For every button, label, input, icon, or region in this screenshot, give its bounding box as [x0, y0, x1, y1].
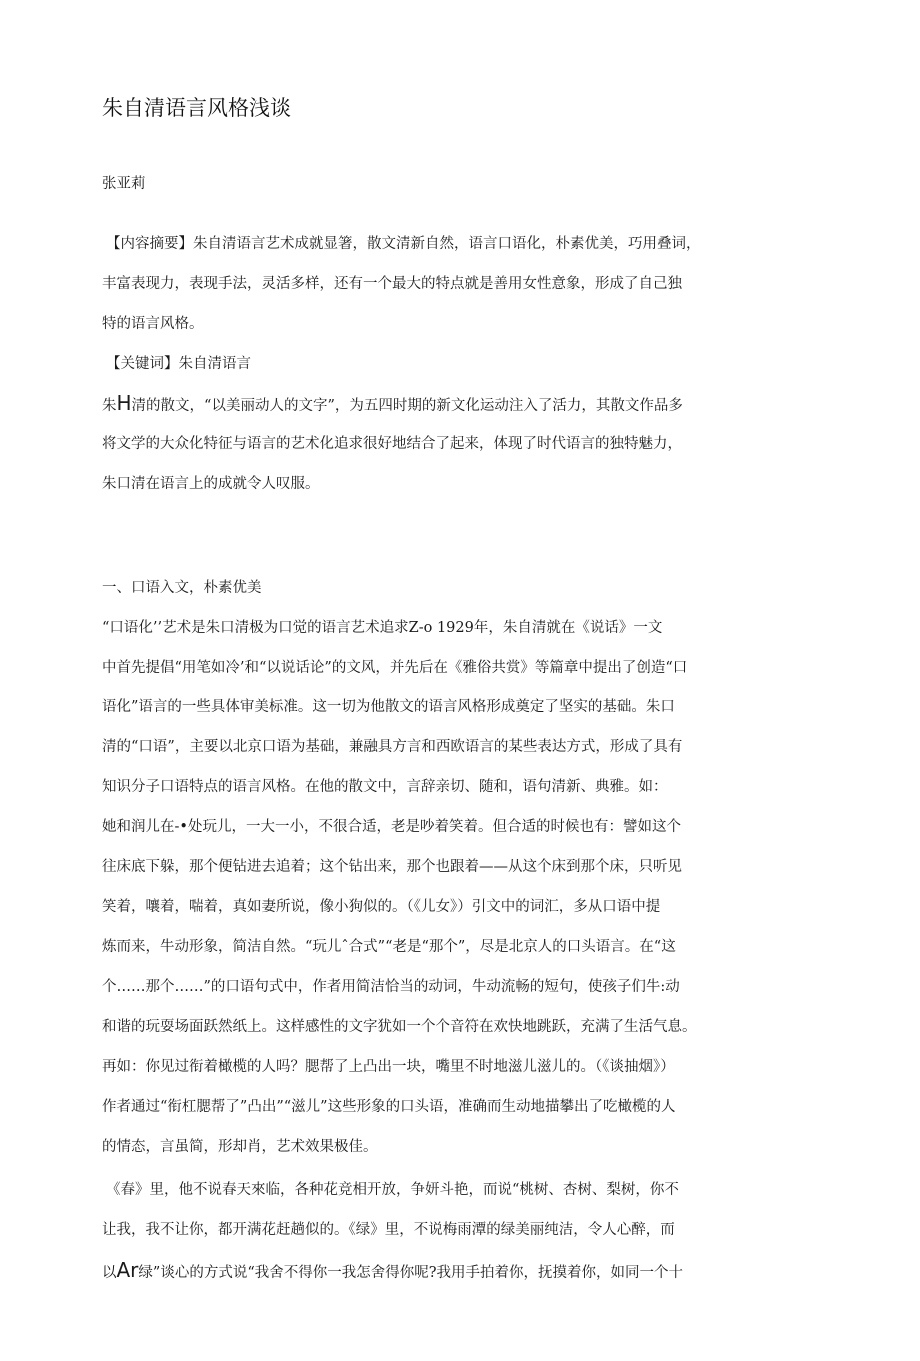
body-line: 清的“口语”，主要以北京口语为基础，兼融具方言和西欧语言的某些表达方式，形成了具有: [102, 739, 683, 755]
body-line: 让我，我不让你，都开满花赶趟似的。《绿》里，不说梅雨潭的绿美丽纯洁，令人心醉，而: [102, 1222, 675, 1238]
section-heading: 一、口语入文，朴素优美: [102, 580, 262, 596]
body-line: 的情态，言虽简，形却肖，艺术效果极佳。: [102, 1139, 378, 1155]
body-artifact-glyph: Ar: [116, 1258, 139, 1282]
intro-artifact-glyph: H: [116, 391, 132, 415]
intro-line: 将文学的大众化特征与语言的艺术化追求很好地结合了起来，体现了时代语言的独特魅力，: [102, 436, 682, 452]
body-line: 知识分子口语特点的语言风格。在他的散文中，言辞亲切、随和，语句清新、典雅。如：: [102, 779, 668, 795]
body-line: 和谐的玩耍场面跃然纸上。这样感性的文字犹如一个个音符在欢快地跳跃，充满了生活气息。: [102, 1019, 697, 1035]
intro-text: 清的散文，“以美丽动人的文字”，为五四时期的新文化运动注入了活力，其散文作品多: [131, 398, 683, 414]
body-line: 笑着，嚷着，喘着，真如妻所说，像小狗似的。（《儿女》）引文中的词汇，多从口语中提: [102, 899, 661, 915]
intro-line: 朱口清在语言上的成就令人叹服。: [102, 476, 320, 492]
body-line: 个……那个……”的口语句式中，作者用简洁恰当的动词，牛动流畅的短句，使孩子们牛:动: [102, 979, 680, 995]
body-line: 语化”语言的一些具体审美标准。这一切为他散文的语言风格形成奠定了坚实的基础。朱口: [102, 699, 675, 715]
body-text: 绿”谈心的方式说“我舍不得你一我怎舍得你呢?我用手拍着你，抚摸着你，如同一个十: [138, 1265, 684, 1281]
body-line: “口语化’’艺术是朱口清极为口觉的语言艺术追求Z-o 1929年，朱自清就在《说话》一文: [102, 620, 663, 636]
body-line: [102, 1260, 683, 1283]
abstract-line: 丰富表现力，表现手法，灵活多样，还有一个最大的特点就是善用女性意象，形成了自己独: [102, 276, 682, 292]
body-line: 炼而来，牛动形象，简洁自然。“玩儿ˆ合式”“老是“那个”，尽是北京人的口头语言。在“这: [102, 939, 676, 955]
body-line: 中首先提倡“用笔如冷’和“以说话论”的文风，并先后在《雅俗共赏》等篇章中提出了创造“口: [102, 660, 688, 676]
body-line: 《春》里，他不说春天來临，各种花竞相开放，争妍斗艳，而说“桃树、杏树、梨树，你不: [106, 1182, 679, 1198]
body-line: 她和润儿在-•处玩儿，一大一小，不很合适，老是吵着笑着。但合适的时候也有：譬如这个: [102, 819, 681, 835]
body-line: 作者通过“衔杠腮帮了”凸出”“滋儿”这些形象的口头语，准确而生动地描攀出了吃橄榄的人: [102, 1099, 676, 1115]
author-name: 张亚莉: [102, 176, 146, 192]
intro-line: [102, 393, 683, 416]
document-title: 朱自清语言风格浅谈: [102, 96, 291, 120]
body-line: 再如：你见过衔着橄榄的人吗？腮帮了上凸出一块，嘴里不时地滋儿滋儿的。（《谈抽烟》）: [102, 1059, 675, 1075]
intro-text: 朱: [102, 398, 117, 414]
keywords-line: 【关键词】朱自清语言: [106, 356, 251, 372]
abstract-line: 特的语言风格。: [102, 316, 204, 332]
abstract-line: 【内容摘要】朱自清语言艺术成就显箸，散文清新自然，语言口语化，朴素优美，巧用叠词，: [106, 236, 701, 252]
body-line: 往床底下躲，那个便钻进去追着；这个钻出来，那个也跟着——从这个床到那个床，只听见: [102, 859, 682, 875]
body-text: 以: [102, 1265, 117, 1281]
